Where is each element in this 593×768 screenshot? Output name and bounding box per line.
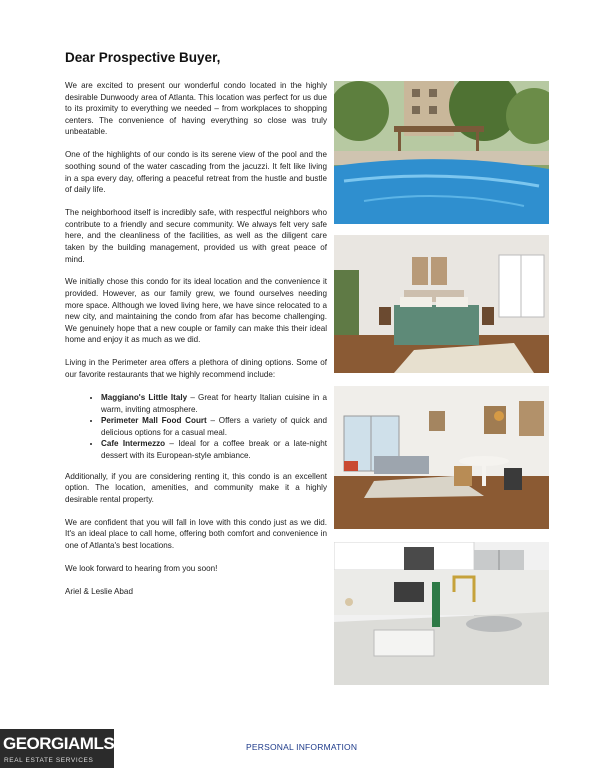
letter-body bbox=[65, 80, 327, 609]
paragraph-pool: One of the highlights of our condo is its serene view of the pool and the soothing sound of the water cascading from the jacuzzi. It felt like living in a spa every day, offering a peaceful retreat from the hustle and bustle of daily life. bbox=[65, 150, 327, 195]
kitchen-photo bbox=[334, 542, 549, 685]
paragraph-dining: Living in the Perimeter area offers a plethora of dining options. Some of our favorite restaurants that we highly recommend include: bbox=[65, 358, 327, 380]
restaurant-name: Maggiano's Little Italy bbox=[101, 393, 188, 403]
restaurant-name: Perimeter Mall Food Court bbox=[101, 416, 207, 426]
restaurant-list bbox=[65, 392, 327, 462]
logo-main-text: GEORGIAMLS bbox=[3, 734, 114, 753]
letter-greeting: Dear Prospective Buyer, bbox=[65, 50, 221, 65]
paragraph-neighborhood: The neighborhood itself is incredibly safe, with respectful neighbors who contribute to a friendly and secure community. We always felt very safe here, and the cleanliness of the facilities, as well as the diligent care taken by the building management, provided us with great peace of mind. bbox=[65, 208, 327, 264]
paragraph-rental: Additionally, if you are considering renting it, this condo is an excellent option. The location, amenities, and community make it a highly desirable rental property. bbox=[65, 471, 327, 504]
restaurant-desc: – Great for hearty Italian cuisine in a warm, inviting atmosphere. bbox=[101, 393, 327, 414]
living-room-photo bbox=[334, 386, 549, 529]
list-item bbox=[101, 438, 327, 461]
paragraph-closing: We are confident that you will fall in love with this condo just as we did. It's an ideal place to call home, offering both comfort and convenience in one of Atlanta's best locations. bbox=[65, 517, 327, 550]
paragraph-location: We are excited to present our wonderful condo located in the highly desirable Dunwoody area of Atlanta. This location was perfect for us due to its proximity to everything we needed – from workplaces to shopping centers. The convenience of having everything so close was truly unbeatable. bbox=[65, 81, 327, 137]
logo-sub-text: REAL ESTATE SERVICES bbox=[4, 757, 94, 764]
paragraph-reason: We initially chose this condo for its ideal location and the convenience it provided. However, as our family grew, we found ourselves needing more space. Although we loved living here, we have since relocated to a new city, and maintaining the condo from afar has become challenging. We genuinely hope that a new couple or family can make this their ideal home and enjoy it as much as we did. bbox=[65, 277, 327, 345]
personal-information-link[interactable]: PERSONAL INFORMATION bbox=[246, 742, 358, 752]
signature: Ariel & Leslie Abad bbox=[65, 586, 133, 596]
list-item bbox=[101, 415, 327, 438]
paragraph-sign-off: We look forward to hearing from you soon! bbox=[65, 563, 218, 573]
bedroom-photo bbox=[334, 235, 549, 373]
restaurant-desc: – Ideal for a coffee break or a late-night dessert with its European-style ambiance. bbox=[101, 439, 327, 460]
restaurant-name: Cafe Intermezzo bbox=[101, 439, 166, 449]
restaurant-desc: – Offers a variety of quick and delicious options for a casual meal. bbox=[101, 416, 328, 437]
pool-photo bbox=[334, 81, 549, 224]
georgia-mls-logo bbox=[0, 729, 114, 768]
list-item bbox=[101, 392, 327, 415]
